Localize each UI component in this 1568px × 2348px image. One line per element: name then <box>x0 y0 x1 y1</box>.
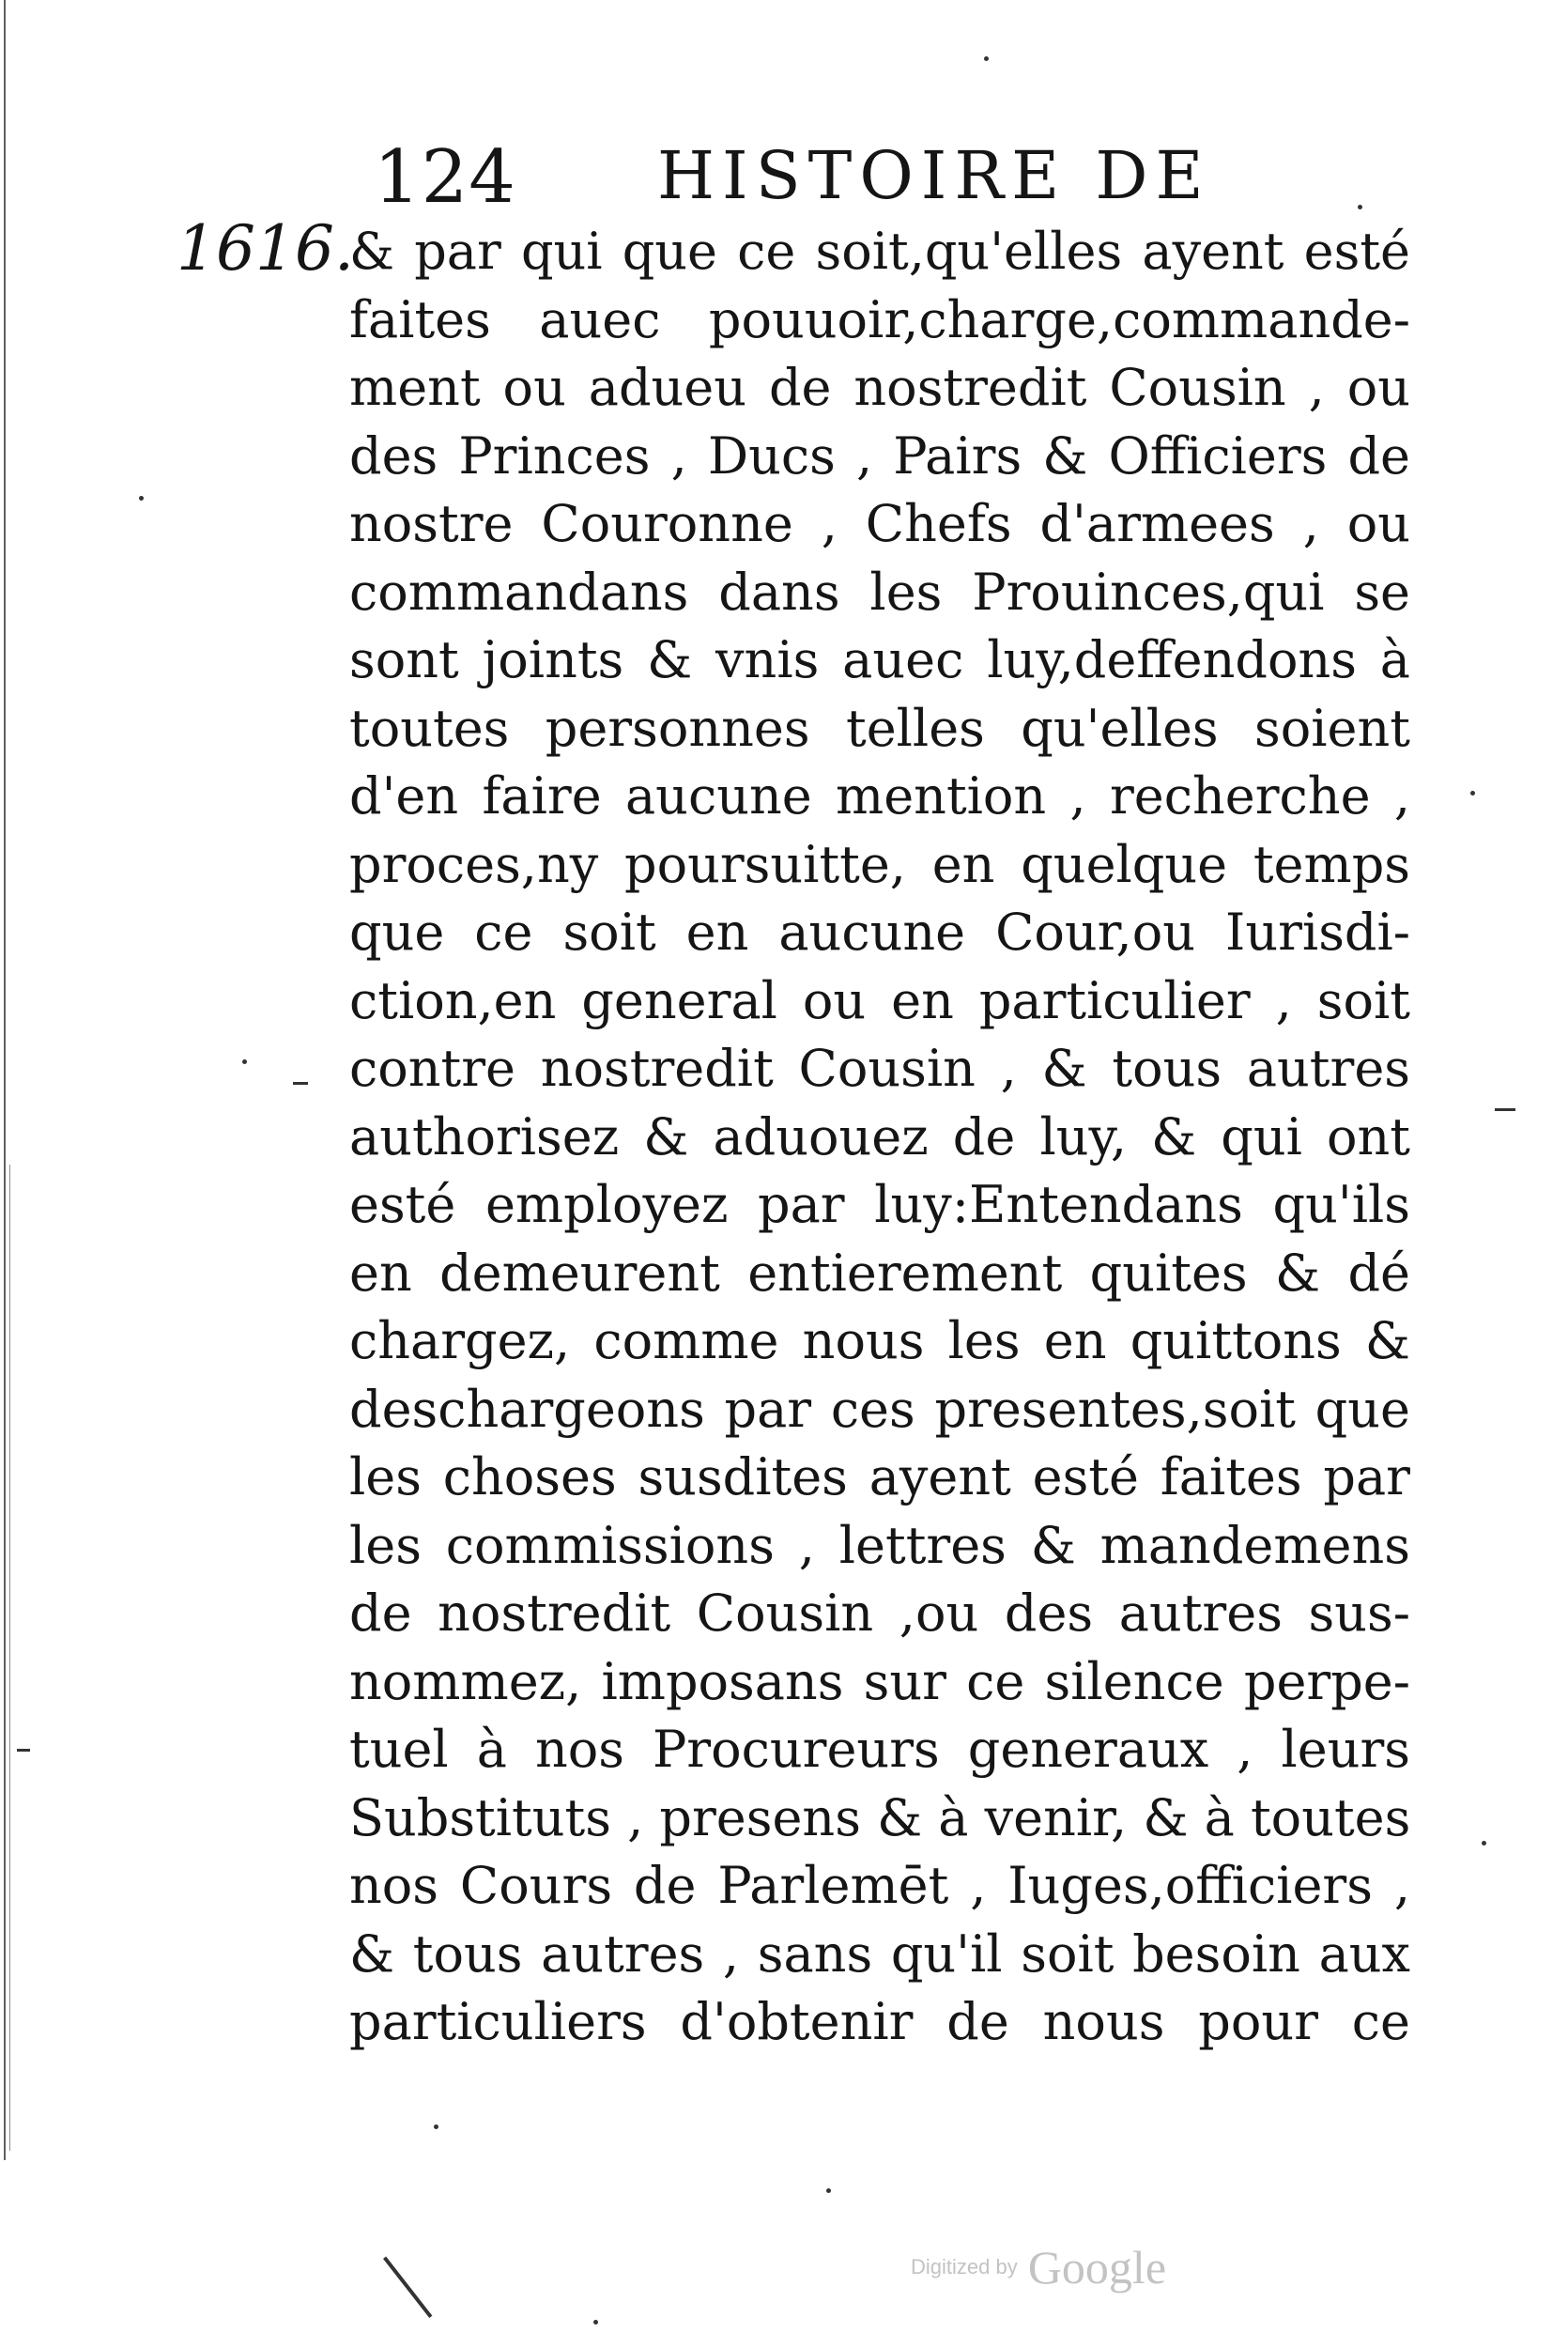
text-line: particuliers d'obtenir de nous pour ce <box>349 1992 1410 2051</box>
body-text <box>349 218 1429 2057</box>
text-line: de nostredit Cousin ,ou des autres sus- <box>349 1583 1410 1643</box>
ink-dash <box>293 1082 308 1085</box>
ink-speck <box>434 2124 438 2129</box>
text-line: & par qui que ce soit,qu'elles ayent esté <box>349 222 1410 281</box>
ink-dash <box>17 1749 30 1752</box>
text-line: les commissions , lettres & mandemens <box>349 1515 1410 1575</box>
text-line: nos Cours de Parlemēt , Iuges,officiers , <box>349 1856 1410 1915</box>
text-line: les choses susdites ayent esté faites par <box>349 1447 1410 1506</box>
text-line: ction,en general ou en particulier , soit <box>349 970 1410 1030</box>
text-line: proces,ny poursuitte, en quelque temps <box>349 834 1410 894</box>
text-line: ment ou adueu de nostredit Cousin , ou <box>349 358 1410 417</box>
text-line: que ce soit en aucune Cour,ou Iurisdi- <box>349 903 1410 962</box>
ink-speck <box>984 56 989 61</box>
text-line: & tous autres , sans qu'il soit besoin aux <box>349 1923 1410 1984</box>
text-line: Substituts , presens & à venir, & à toutes <box>349 1787 1410 1847</box>
text-line: tuel à nos Procureurs generaux , leurs <box>349 1720 1410 1779</box>
ink-speck <box>593 2320 598 2325</box>
ink-speck <box>1470 791 1475 796</box>
ink-scratch <box>383 2257 432 2319</box>
text-line: des Princes , Ducs , Pairs & Officiers de <box>349 425 1410 486</box>
running-title: HISTOIRE DE <box>657 137 1211 214</box>
text-line: deschargeons par ces presentes,soit que <box>349 1379 1410 1439</box>
page-edge-line <box>4 0 6 2160</box>
watermark-prefix: Digitized by <box>911 2255 1018 2278</box>
text-line: faites auec pouuoir,charge,commande- <box>349 289 1410 349</box>
text-line: nostre Couronne , Chefs d'armees , ou <box>349 494 1410 553</box>
page-edge-line-inner <box>9 1165 10 2151</box>
text-line: contre nostredit Cousin , & tous autres <box>349 1039 1410 1098</box>
text-line: nommez, imposans sur ce silence perpe- <box>349 1651 1410 1711</box>
text-line: authorisez & aduouez de luy, & qui ont <box>349 1106 1410 1166</box>
ink-speck <box>242 1059 247 1064</box>
text-line: en demeurent entierement quites & dé <box>349 1243 1410 1303</box>
digitized-watermark <box>911 2240 1166 2294</box>
page-number: 124 <box>374 135 516 220</box>
text-line: commandans dans les Prouinces,qui se <box>349 562 1410 622</box>
text-line: d'en faire aucune mention , recherche , <box>349 766 1410 826</box>
ink-speck <box>1482 1841 1486 1846</box>
google-logo: Google <box>1027 2241 1167 2294</box>
margin-year-note: 1616. <box>177 212 354 285</box>
text-line: esté employez par luy:Entendans qu'ils <box>349 1175 1410 1234</box>
ink-speck <box>139 496 144 501</box>
ink-speck <box>1358 205 1362 209</box>
text-line: toutes personnes telles qu'elles soient <box>349 698 1410 758</box>
ink-speck <box>826 2188 831 2193</box>
text-line: chargez, comme nous les en quittons & <box>349 1311 1410 1370</box>
text-line: sont joints & vnis auec luy,deffendons à <box>349 630 1410 689</box>
ink-dash <box>1495 1108 1515 1111</box>
